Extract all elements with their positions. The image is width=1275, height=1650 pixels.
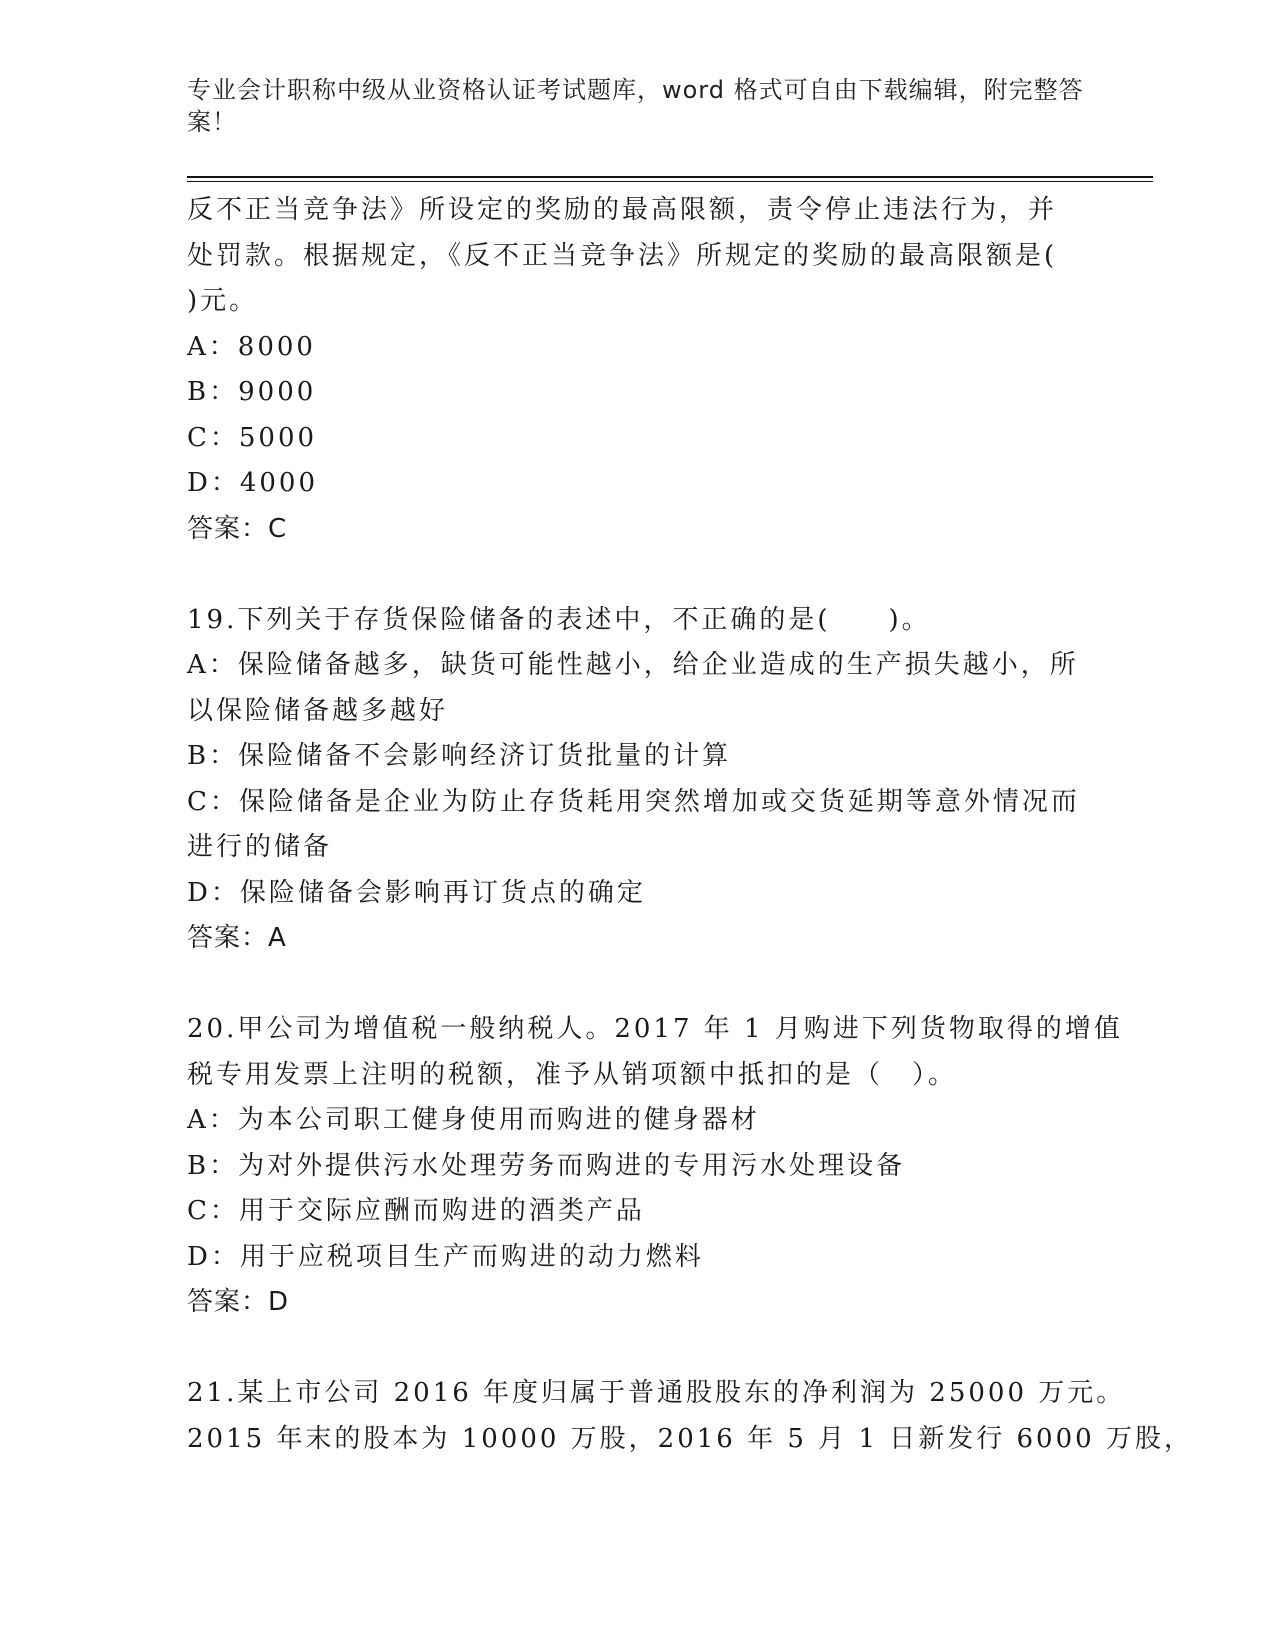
option-d: D：保险储备会影响再订货点的确定 bbox=[187, 877, 646, 908]
option-a-continued: 以保险储备越多越好 bbox=[187, 695, 449, 726]
option-c-continued: 进行的储备 bbox=[187, 832, 333, 862]
option-a: A：8000 bbox=[187, 331, 316, 362]
option-d: D：用于应税项目生产而购进的动力燃料 bbox=[187, 1241, 704, 1272]
answer-line: 答案：C bbox=[187, 513, 288, 544]
question-stem-line: 2015 年末的股本为 10000 万股，2016 年 5 月 1 日新发行 6000 万股， bbox=[187, 1423, 1193, 1454]
spacer bbox=[187, 962, 1087, 1008]
question-stem-line: 19.下列关于存货保险储备的表述中，不正确的是( )。 bbox=[187, 604, 931, 635]
option-a: A：为本公司职工健身使用而购进的健身器材 bbox=[187, 1105, 760, 1135]
question-stem-line: 处罚款。根据规定，《反不正当竞争法》所规定的奖励的最高限额是( bbox=[187, 240, 1058, 271]
question-20 bbox=[187, 1007, 1123, 1326]
header-divider-thin bbox=[187, 181, 1153, 182]
option-b: B：9000 bbox=[187, 377, 317, 407]
option-c: C：用于交际应酬而购进的酒类产品 bbox=[187, 1196, 645, 1226]
question-content bbox=[187, 188, 1193, 1462]
option-a: A：保险储备越多，缺货可能性越小，给企业造成的生产损失越小，所 bbox=[187, 650, 1079, 680]
question-18 bbox=[187, 188, 1087, 552]
header-line-2: 案！ bbox=[187, 108, 237, 136]
answer-line: 答案：D bbox=[187, 1287, 290, 1317]
question-stem-line: )元。 bbox=[187, 286, 259, 316]
option-b: B：保险储备不会影响经济订货批量的计算 bbox=[187, 741, 732, 771]
option-b: B：为对外提供污水处理劳务而购进的专用污水处理设备 bbox=[187, 1150, 906, 1181]
option-c: C：保险储备是企业为防止存货耗用突然增加或交货延期等意外情况而 bbox=[187, 786, 1080, 817]
spacer bbox=[187, 1326, 1087, 1372]
spacer bbox=[187, 552, 1087, 598]
question-stem-line: 20.甲公司为增值税一般纳税人。2017 年 1 月购进下列货物取得的增值 bbox=[187, 1014, 1123, 1044]
question-stem-line: 21.某上市公司 2016 年度归属于普通股股东的净利润为 25000 万元。 bbox=[187, 1378, 1126, 1408]
header-line-1: 专业会计职称中级从业资格认证考试题库，word 格式可自由下载编辑，附完整答 bbox=[187, 76, 1084, 104]
option-d: D：4000 bbox=[187, 468, 319, 498]
question-19 bbox=[187, 598, 1087, 962]
question-21 bbox=[187, 1371, 1193, 1462]
option-c: C：5000 bbox=[187, 422, 318, 453]
header-note bbox=[187, 74, 1084, 138]
header-divider-thick bbox=[187, 176, 1153, 178]
question-stem-line: 税专用发票上注明的税额，准予从销项额中抵扣的是（ ）。 bbox=[187, 1059, 958, 1090]
question-stem-line: 反不正当竞争法》所设定的奖励的最高限额，责令停止违法行为，并 bbox=[187, 195, 1058, 225]
answer-line: 答案：A bbox=[187, 923, 287, 953]
